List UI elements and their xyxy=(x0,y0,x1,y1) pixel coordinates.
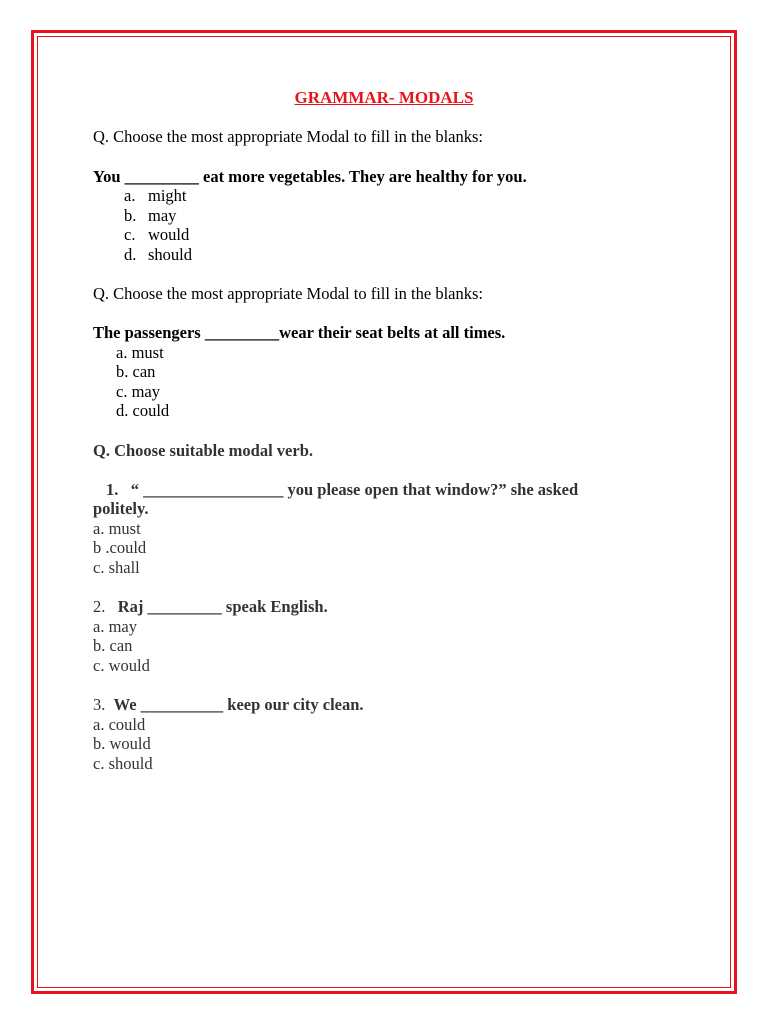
instruction-1: Q. Choose the most appropriate Modal to fill in the blanks: xyxy=(93,127,483,146)
option-1b: b. may xyxy=(124,206,177,225)
option-3-2b: b. can xyxy=(93,636,133,655)
option-3-3a: a. could xyxy=(93,715,146,734)
question-3-3: 3. We __________ keep our city clean. xyxy=(93,695,364,714)
question-3-1-cont: politely. xyxy=(93,499,149,518)
option-3-3b: b. would xyxy=(93,734,151,753)
section3-heading: Q. Choose suitable modal verb. xyxy=(93,441,314,460)
option-2c: c. may xyxy=(116,382,160,401)
instruction-2: Q. Choose the most appropriate Modal to fill in the blanks: xyxy=(93,284,483,303)
option-1d: d. should xyxy=(124,245,193,264)
option-3-3c: c. should xyxy=(93,754,153,773)
option-3-2a: a. may xyxy=(93,617,137,636)
page-title: GRAMMAR- MODALS xyxy=(294,88,474,107)
option-2d: d. could xyxy=(116,401,170,420)
question-1: You _________ eat more vegetables. They are healthy for you. xyxy=(93,167,527,186)
option-1a: a. might xyxy=(124,186,187,205)
question-3-1: 1. “ _________________ you please open that window?” she asked xyxy=(106,480,579,499)
question-3-2: 2. Raj _________ speak English. xyxy=(93,597,328,616)
option-3-1c: c. shall xyxy=(93,558,140,577)
option-2b: b. can xyxy=(116,362,156,381)
option-3-1b: b .could xyxy=(93,538,147,557)
option-3-2c: c. would xyxy=(93,656,150,675)
option-3-1a: a. must xyxy=(93,519,141,538)
option-2a: a. must xyxy=(116,343,164,362)
question-2: The passengers _________wear their seat belts at all times. xyxy=(93,323,506,342)
option-1c: c. would xyxy=(124,225,190,244)
